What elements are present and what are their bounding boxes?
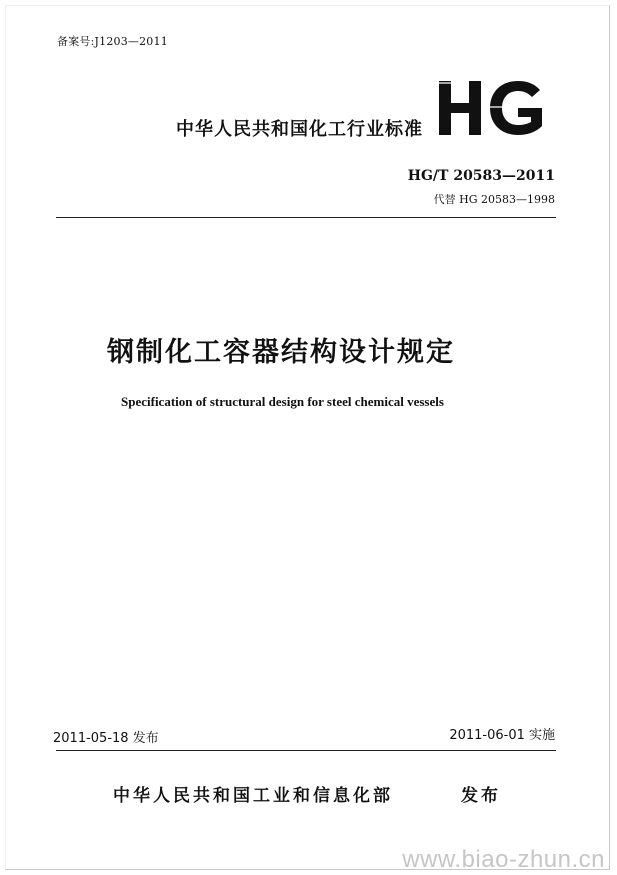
hg-logo [436,78,548,138]
issue-action: 发布 [461,786,501,806]
issuing-authority: 中华人民共和国工业和信息化部 [113,786,393,806]
replaces-standard: 代替 HG 20583—1998 [433,193,555,206]
implementation-date: 2011-06-01 实施 [449,728,555,743]
title-english: Specification of structural design for steel chemical vessels [121,394,444,409]
standard-number: HG/T 20583—2011 [407,168,555,184]
title-chinese: 钢制化工容器结构设计规定 [107,337,455,368]
bottom-divider [56,750,556,751]
watermark: www.biao-zhun.cn [402,846,605,873]
filing-number: 备案号:J1203—2011 [57,35,168,48]
industry-standard-heading: 中华人民共和国化工行业标准 [176,119,423,140]
issue-date: 2011-05-18 发布 [53,731,159,746]
top-divider [56,217,556,218]
